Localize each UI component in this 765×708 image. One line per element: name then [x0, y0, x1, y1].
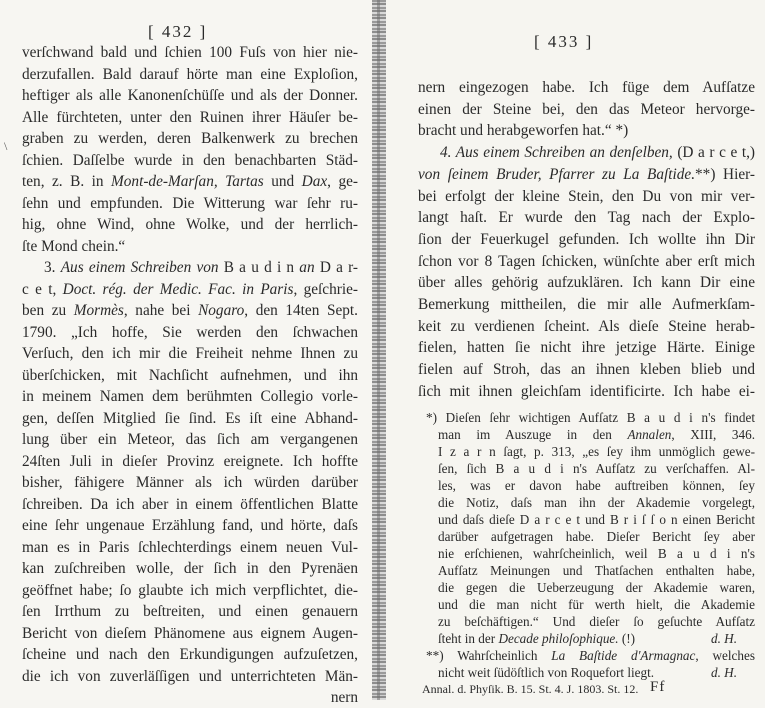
text-line: 3. Aus einem Schreiben von B a u d i n an D a r-: [44, 259, 358, 276]
text-line: Bericht von dieſem Phänomene aus eignem Augen-: [22, 624, 358, 642]
editor-signature: d. H.: [710, 631, 737, 646]
text-line: einen der Steine bei, den das Meteor hervorge-: [418, 100, 755, 118]
text-line: lung über ein Meteor, das ſich am vergangenen: [22, 431, 358, 448]
text-line: ſich mit ihnen gleichſam identificirte. Ich habe ei-: [418, 382, 755, 400]
text-line: 24ſten Juli in dieſer Provinz ereignete. Ich hoffte: [22, 452, 358, 470]
text-line: von ſeinem Bruder, Pfarrer zu La Baſtide.**) Hier-: [418, 165, 755, 183]
page-number: [ 432 ]: [148, 22, 208, 41]
footnote-line: I z a r n ſagt, p. 313, „es ſey ihm unmöglich gewe-: [438, 444, 755, 459]
text-line: graben zu werden, deren Balkenwerk zu brechen: [22, 130, 358, 147]
text-line: hig, ohne Wind, ohne Wolke, und der herrlich-: [22, 216, 358, 233]
text-line: c e t, Doct. rég. der Medic. Fac. in Paris, geſchrie-: [22, 280, 358, 298]
text-line: über alles gehörig aufzuklären. Ich kann Dir eine: [418, 274, 755, 292]
footnote-line: und daſs dieſe D a r c e t und B r i ſ ſ o n einen Bericht: [438, 512, 755, 527]
text-line: ten, z. B. in Mont-de-Marſan, Tartas und Dax, ge-: [22, 173, 359, 190]
text-line: überſchicken, mit Nachſicht aufnehmen, und ihn: [22, 366, 358, 384]
text-line: fielen, hatten ſie nicht ihre jetzige Härte. Einige: [418, 339, 755, 357]
text-line: ſen Irrthum zu beſtreiten, und einen genauern: [22, 603, 358, 620]
italic-text: Aus einem Schreiben von: [60, 259, 219, 276]
text-line: ben zu Mormès, nahe bei Nogaro, den 14ten Sept.: [22, 302, 358, 319]
footnote-line: die gegen die Ueberzeugung der Akademie waren,: [438, 580, 755, 595]
italic-text: Mont-de-Marſan, Tartas: [111, 173, 264, 190]
signature-mark: Ff: [650, 679, 666, 695]
footnote-line: darüber aufgetragen habe. Dieſer Bericht ſey aber: [438, 529, 755, 544]
text-line: ſcheine und nach den Erkundigungen aufzuſetzen,: [22, 646, 358, 663]
italic-text: Nogaro: [198, 302, 245, 319]
text-line: ſte Mond chein.“: [22, 237, 126, 255]
text-line: ſchreiben. Da ich aber in einem öffentlichen Blatte: [22, 495, 358, 513]
text-line: 1790. „Ich hoffe, Sie werden den ſchwachen: [22, 323, 358, 341]
text-line: Alle fürchteten, unter den Ruinen ihrer Häuſer be-: [22, 108, 358, 126]
text-line: ſehn und empfunden. Die Witterung war ſehr ru-: [22, 194, 358, 212]
page-number: [ 433 ]: [534, 32, 594, 51]
text-line: kan zuſchreiben wolle, der ſich in den Pyrenäen: [22, 560, 358, 577]
text-line: keit zu verdienen ſcheint. Als dieſe Steine herab-: [418, 317, 755, 335]
book-gutter: [372, 0, 386, 700]
text-line: heftiger als alle Kanonenſchüſſe und als der Donner.: [22, 87, 358, 104]
text-line: langt haſt. Er wurde den Tag nach der Explo-: [418, 209, 755, 227]
italic-text: von ſeinem Bruder, Pfarrer zu La Baſtide.: [418, 165, 696, 183]
italic-text: La Baſtide d'Armagnac: [551, 648, 696, 663]
text-line: man es in Paris ſchlechterdings einem neuen Vul-: [22, 538, 358, 556]
text-line: verſchwand bald und ſchien 100 Fuſs von hier nie-: [22, 44, 358, 61]
footnote-line: les, was er davon habe auftreiben können, ſey: [438, 478, 755, 493]
footnote-line: **) Wahrſcheinlich La Baſtide d'Armagnac, welches: [426, 648, 755, 663]
text-line: eine ſehr ungenaue Erzählung fand, und hörte, daſs: [22, 517, 358, 534]
text-line: ſchon vor 8 Tagen ſchicken, wünſchte aber erſt mich: [418, 252, 755, 270]
text-line: bracht und herabgeworfen hat.“ *): [418, 122, 629, 140]
text-line: ſchien. Daſſelbe wurde in den benachbarten Städ-: [22, 151, 358, 169]
italic-text: Decade philoſophique.: [498, 631, 619, 646]
italic-text: Doct. rég. der Medic. Fac. in Paris: [62, 280, 294, 298]
text-line: nern: [330, 689, 358, 706]
text-line: Bemerkung mittheilen, die mir alle Aufmerkſam-: [418, 296, 755, 313]
journal-signature-line: Annal. d. Phyſik. B. 15. St. 4. J. 1803. St. 12.: [422, 682, 639, 696]
footnote-line: nicht weit ſüdöſtlich von Roquefort liegt. d. H.: [438, 665, 737, 680]
footnote-line: die Notiz, daſs man ihn der Akademie vorgelegt,: [438, 495, 755, 510]
footnote-line: und die man nicht für werth hielt, die Akademie: [438, 597, 755, 612]
text-line: bisher, fähigere Männer als ich würden darüber: [22, 474, 358, 491]
right-page: [386, 0, 765, 700]
footnote-line: nie erſchienen, wahrſcheinlich, weil B a u d i n's: [438, 546, 755, 561]
footnote-line: *) Dieſen ſehr wichtigen Aufſatz B a u d i n's findet: [426, 410, 755, 425]
text-line: gen, deſſen Mitglied ſie ſind. Es iſt eine Abhand-: [22, 409, 358, 427]
footnote-line: zu beſchäftigen.“ Und dieſer ſo geſuchte Aufſatz: [438, 614, 755, 629]
italic-text: 4. Aus einem Schreiben an denſelben,: [440, 144, 673, 162]
text-line: geöffnet habe; ſo glaubte ich mich verpflichtet, die-: [22, 581, 358, 599]
italic-text: Annalen: [627, 427, 672, 442]
text-line: die ich von zuverläſſigen und unterrichteten Män-: [22, 667, 358, 685]
italic-text: Mormès: [73, 302, 124, 319]
text-line: fielen auf Stroh, das an ihnen kleben blieb und: [418, 361, 755, 379]
footnote-line: ſen, ſich B a u d i n's Aufſatz zu verſchaffen. Al-: [438, 461, 755, 476]
margin-mark: \: [4, 139, 8, 153]
text-line: bei erfolgt der kleine Stein, den Du von mir ver-: [418, 187, 755, 205]
footnote-line: ſteht in der Decade philoſophique. (!) d. H.: [438, 631, 737, 646]
text-line: ſion der Feuerkugel gefunden. Ich wollte ihn Dir: [418, 230, 755, 248]
text-line: in meinem Namen dem berühmten Collegio vorle-: [22, 388, 358, 405]
text-line: derzufallen. Bald darauf hörte man eine Exploſion,: [22, 65, 358, 83]
footnote-line: Aufſatz Meinungen und Thatſachen enthalten habe,: [438, 563, 755, 578]
text-line: 4. Aus einem Schreiben an denſelben, (D a r c e t,): [440, 144, 756, 162]
italic-text: an: [299, 259, 315, 276]
left-page: [0, 0, 374, 706]
text-line: nern eingezogen habe. Ich füge dem Aufſatze: [418, 79, 755, 96]
footnote-line: man im Auszuge in den Annalen, XIII, 346.: [438, 427, 755, 442]
text-line: Verſuch, den ich mir die Freiheit nehme Ihnen zu: [22, 345, 358, 362]
editor-signature: d. H.: [710, 665, 737, 680]
italic-text: Dax: [301, 173, 328, 190]
